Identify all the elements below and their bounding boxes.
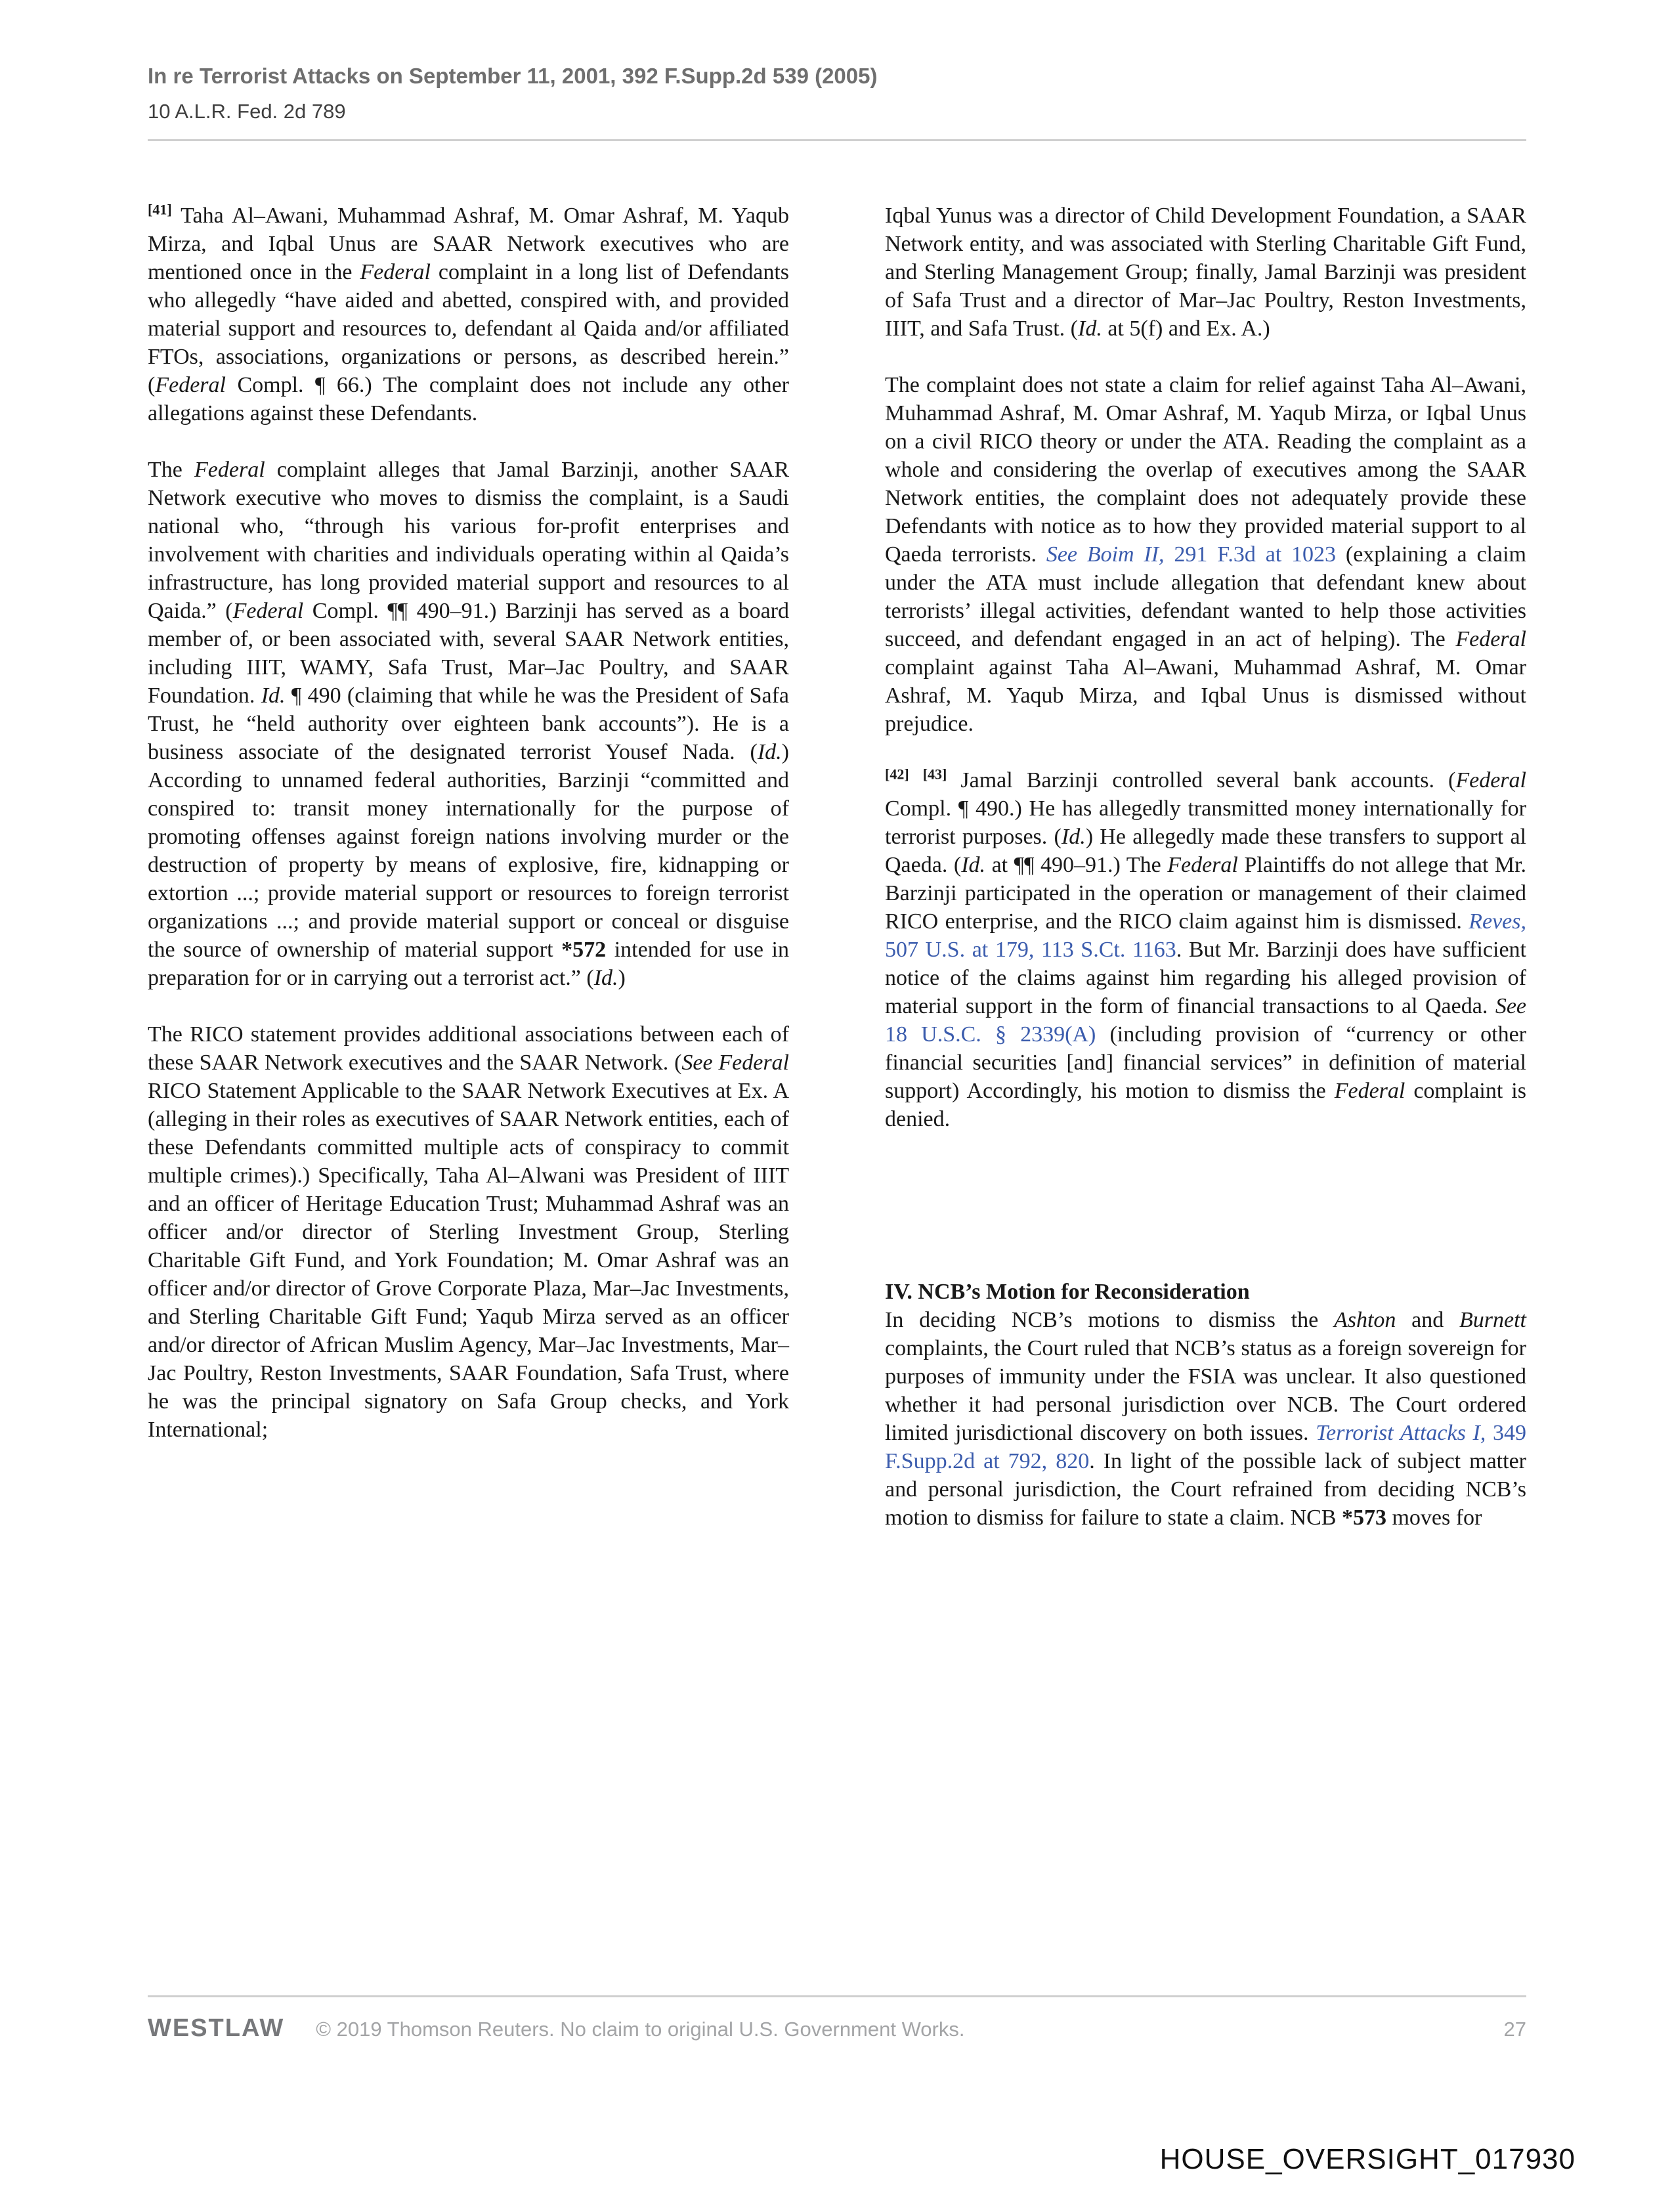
bates-stamp: HOUSE_OVERSIGHT_017930 <box>1159 2143 1576 2175</box>
document-footer <box>148 1995 1526 2043</box>
document-header <box>148 62 1526 141</box>
case-citation-subtitle: 10 A.L.R. Fed. 2d 789 <box>148 100 346 123</box>
copyright-text: © 2019 Thomson Reuters. No claim to original U.S. Government Works. <box>316 2018 965 2041</box>
headnote-reference[interactable]: [43] <box>922 766 947 783</box>
text-run: moves for <box>1386 1506 1482 1530</box>
text-run: at 5(f) and Ex. A.) <box>1102 316 1270 341</box>
text-run: ¶ 490 (claiming that while he was the President of Safa Trust, he “held authority over eighteen bank accounts”). He is a business associate of the designated terrorist Yousef Nada. ( <box>148 683 789 765</box>
paragraph <box>885 371 1526 738</box>
headnote-reference[interactable]: [42] <box>885 766 909 783</box>
section-heading <box>885 1278 1526 1306</box>
text-run: Federal <box>1455 768 1526 793</box>
citation-link[interactable]: 507 U.S. at 179, 113 S.Ct. 1163 <box>885 938 1176 963</box>
headnote-reference[interactable]: [41] <box>148 201 172 218</box>
text-run: Id. <box>261 683 286 708</box>
text-run: *572 <box>561 938 607 963</box>
text-run: and <box>1396 1308 1460 1333</box>
text-run: complaint alleges that Jamal Barzinji, another SAAR Network executive who moves to dismiss the complaint, is a Saudi national who, “through his various for-profit enterprises and involvement with charities and individuals operating within al Qaida’s infrastructure, has long provided material support and resources to al Qaida.” ( <box>148 458 789 624</box>
westlaw-logo: WESTLAW <box>148 2014 285 2042</box>
page-number: 27 <box>1503 2018 1526 2041</box>
text-run: Federal <box>1455 627 1526 652</box>
citation-link[interactable]: 18 U.S.C. § 2339(A) <box>885 1022 1096 1047</box>
text-run: Plaintiffs do not allege that Mr. Barzinji participated in the operation or management of their claimed RICO enterprise, and the RICO claim against him is dismissed. <box>885 853 1526 934</box>
text-run: complaint is denied. <box>885 1079 1526 1132</box>
text-run: ) According to unnamed federal authorities, Barzinji “committed and conspired to: transit money internationally for the purpose of promoting offenses against foreign nations involving murder or the destruction of property by means of explosive, fire, kidnapping or extortion ...; provide material support or resources to foreign terrorist organizations ...; and provide material support or conceal or disguise the source of ownership of material support <box>148 740 789 963</box>
text-run: The RICO statement provides additional associations between each of these SAAR Network executives and the SAAR Network. ( <box>148 1022 789 1075</box>
text-run: Iqbal Yunus was a director of Child Development Foundation, a SAAR Network entity, and was associated with Sterling Charitable Gift Fund, and Sterling Management Group; finally, Jamal Barzinji was president of Safa Trust and a director of Mar–Jac Poultry, Reston Investments, IIIT, and Safa Trust. ( <box>885 204 1526 341</box>
left-column <box>148 202 789 1560</box>
right-column <box>885 202 1526 1560</box>
citation-link[interactable]: 291 F.3d at 1023 <box>1164 542 1337 567</box>
two-column-body <box>148 202 1526 1560</box>
text-run: Compl. ¶ 66.) The complaint does not include any other allegations against these Defendants. <box>148 373 789 426</box>
text-run: Federal <box>360 260 431 285</box>
text-run: In deciding NCB’s motions to dismiss the <box>885 1308 1334 1333</box>
text-run: Federal <box>155 373 226 398</box>
text-run: Id. <box>961 853 986 878</box>
text-run: Id. <box>593 966 618 991</box>
text-run: Federal <box>232 599 304 624</box>
text-run: ) He allegedly made these transfers to support al Qaeda. ( <box>885 825 1526 878</box>
text-run: See <box>1495 994 1526 1019</box>
paragraph <box>885 1306 1526 1532</box>
text-run: RICO Statement Applicable to the SAAR Network Executives at Ex. A (alleging in their roles as executives of SAAR Network entities, each of these Defendants committed multiple acts of conspiracy to commit multiple crimes).) Specifically, Taha Al–Alwani was President of IIIT and an officer of Heritage Education Trust; Muhammad Ashraf was an officer and/or director of Sterling Investment Group, Sterling Charitable Gift Fund, and York Foundation; M. Omar Ashraf was an officer and/or director of Grove Corporate Plaza, Mar–Jac Investments, and Sterling Charitable Gift Fund; Yaqub Mirza served as an officer and/or director of African Muslim Agency, Mar–Jac Investments, Mar–Jac Poultry, Reston Investments, SAAR Foundation, Safa Trust, where he was the principal signatory on Safa Group checks, and York International; <box>148 1079 789 1442</box>
text-run: Federal <box>1167 853 1238 878</box>
paragraph <box>885 202 1526 343</box>
citation-link[interactable]: Terrorist Attacks I, <box>1316 1421 1486 1446</box>
paragraph <box>148 456 789 992</box>
paragraph <box>885 766 1526 1133</box>
citation-link[interactable]: Reves, <box>1469 909 1526 934</box>
text-run: Taha Al–Awani, Muhammad Ashraf, M. Omar Ashraf, M. Yaqub Mirza, and Iqbal Unus are SAAR Network executives who are mentioned once in the <box>148 204 789 285</box>
text-run: The <box>148 458 195 483</box>
text-run: at ¶¶ 490–91.) The <box>985 853 1168 878</box>
text-run: Ashton <box>1333 1308 1396 1333</box>
paragraph <box>148 202 789 427</box>
case-title: In re Terrorist Attacks on September 11, 2001, 392 F.Supp.2d 539 (2005) <box>148 64 878 88</box>
text-run: . In light of the possible lack of subject matter and personal jurisdiction, the Court refrained from deciding NCB’s motion to dismiss for failure to state a claim. NCB <box>885 1449 1526 1530</box>
text-run: The complaint does not state a claim for relief against Taha Al–Awani, Muhammad Ashraf, M. Omar Ashraf, M. Yaqub Mirza, or Iqbal Unus on a civil RICO theory or under the ATA. Reading the complaint as a whole and considering the overlap of executives among the SAAR Network entities, the complaint does not adequately provide these Defendants with notice as to how they provided material support to al Qaeda terrorists. <box>885 373 1526 567</box>
citation-link[interactable]: See Boim II, <box>1046 542 1165 567</box>
text-run: ) <box>618 966 626 991</box>
text-run <box>909 768 923 792</box>
paragraph <box>148 1020 789 1444</box>
text-run: IV. NCB’s Motion for Reconsideration <box>885 1280 1250 1305</box>
text-run: See Federal <box>681 1051 790 1075</box>
text-run: complaint in a long list of Defendants who allegedly “have aided and abetted, conspired with, and provided material support and resources to, defendant al Qaida and/or affiliated FTOs, associations, organizations or persons, as described herein.” ( <box>148 260 790 398</box>
text-run: Id. <box>1078 316 1102 341</box>
text-run: (explaining a claim under the ATA must include allegation that defendant knew about terrorists’ illegal activities, defendant wanted to help those activities succeed, and defendant engaged in an act of helping). The <box>885 542 1526 652</box>
text-run: Federal <box>194 458 265 483</box>
text-run: Federal <box>1334 1079 1406 1104</box>
text-run: . But Mr. Barzinji does have sufficient notice of the claims against him regarding his alleged provision of material support in the form of financial transactions to al Qaeda. <box>885 938 1526 1019</box>
text-run: Burnett <box>1459 1308 1526 1333</box>
text-run: (including provision of “currency or other financial securities [and] financial services” in definition of material support) Accordingly, his motion to dismiss the <box>885 1022 1526 1104</box>
citation-link[interactable]: 349 F.Supp.2d at 792, 820 <box>885 1421 1526 1474</box>
text-run: intended for use in preparation for or in carrying out a terrorist act.” ( <box>148 938 789 991</box>
text-run: Id. <box>757 740 782 765</box>
text-run: Jamal Barzinji controlled several bank accounts. ( <box>947 768 1456 793</box>
text-run: Id. <box>1061 825 1086 850</box>
text-run: Compl. ¶ 490.) He has allegedly transmitted money internationally for terrorist purposes. ( <box>885 796 1526 850</box>
text-run: Compl. ¶¶ 490–91.) Barzinji has served as a board member of, or been associated with, several SAAR Network entities, including IIIT, WAMY, Safa Trust, Mar–Jac Poultry, and SAAR Foundation. <box>148 599 789 708</box>
text-run: complaint against Taha Al–Awani, Muhammad Ashraf, M. Omar Ashraf, M. Yaqub Mirza, and Iqbal Unus is dismissed without prejudice. <box>885 655 1526 737</box>
text-run: complaints, the Court ruled that NCB’s status as a foreign sovereign for purposes of immunity under the FSIA was unclear. It also questioned whether it had personal jurisdiction over NCB. The Court ordered limited jurisdictional discovery on both issues. <box>885 1336 1526 1446</box>
text-run: *573 <box>1341 1506 1386 1530</box>
